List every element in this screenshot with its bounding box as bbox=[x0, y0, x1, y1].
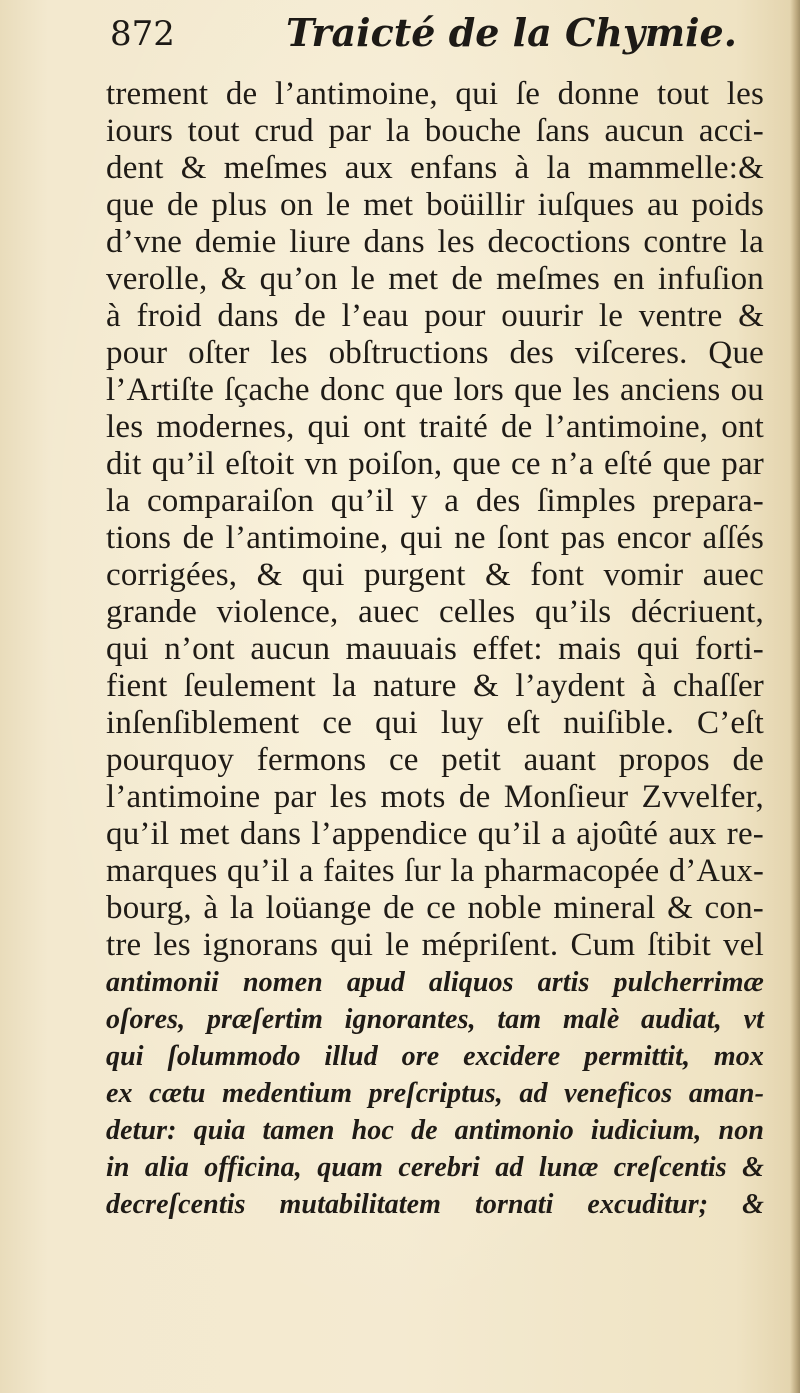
text-line: trement de l’antimoine, qui ſe donne tout les bbox=[106, 76, 764, 112]
latin-quotation-line: antimonii nomen apud aliquos artis pulcherrimæ bbox=[106, 967, 764, 998]
running-title: Traicté de la Chymie. bbox=[286, 10, 737, 55]
text-line: marques qu’il a faites ſur la pharmacopée d’Aux- bbox=[106, 853, 764, 889]
text-line: la comparaiſon qu’il y a des ſimples prepara- bbox=[106, 483, 764, 519]
latin-quotation-line: oſores, præſertim ignorantes, tam malè audiat, vt bbox=[106, 1004, 764, 1035]
text-line: qui n’ont aucun mauuais effet: mais qui forti- bbox=[106, 631, 764, 667]
page-edge-shadow bbox=[790, 0, 800, 1393]
latin-quotation-line: in alia officina, quam cerebri ad lunæ creſcentis & bbox=[106, 1152, 764, 1183]
text-line: dent & meſmes aux enfans à la mammelle:& bbox=[106, 150, 764, 186]
text-line: inſenſiblement ce qui luy eſt nuiſible. C’eſt bbox=[106, 705, 764, 741]
text-line: les modernes, qui ont traité de l’antimoine, ont bbox=[106, 409, 764, 445]
text-line: grande violence, auec celles qu’ils décriuent, bbox=[106, 594, 764, 630]
text-line: dit qu’il eſtoit vn poiſon, que ce n’a eſté que par bbox=[106, 446, 764, 482]
text-line: l’antimoine par les mots de Monſieur Zvvelfer, bbox=[106, 779, 764, 815]
text-line: d’vne demie liure dans les decoctions contre la bbox=[106, 224, 764, 260]
text-line: corrigées, & qui purgent & font vomir auec bbox=[106, 557, 764, 593]
latin-quotation-line: ex cætu medentium preſcriptus, ad veneficos aman- bbox=[106, 1078, 764, 1109]
text-line: bourg, à la loüange de ce noble mineral & con- bbox=[106, 890, 764, 926]
text-line: fient ſeulement la nature & l’aydent à chaſſer bbox=[106, 668, 764, 704]
text-line: l’Artiſte ſçache donc que lors que les anciens ou bbox=[106, 372, 764, 408]
text-line: verolle, & qu’on le met de meſmes en infuſion bbox=[106, 261, 764, 297]
text-line: pourquoy fermons ce petit auant propos de bbox=[106, 742, 764, 778]
text-line: qu’il met dans l’appendice qu’il a ajoûté aux re- bbox=[106, 816, 764, 852]
text-line: iours tout crud par la bouche ſans aucun acci- bbox=[106, 113, 764, 149]
page-number: 872 bbox=[110, 14, 175, 54]
latin-quotation-line: qui ſolummodo illud ore excidere permittit, mox bbox=[106, 1041, 764, 1072]
latin-quotation-line: detur: quia tamen hoc de antimonio iudicium, non bbox=[106, 1115, 764, 1146]
text-line: que de plus on le met boüillir iuſques au poids bbox=[106, 187, 764, 223]
text-line: à froid dans de l’eau pour ouurir le ventre & bbox=[106, 298, 764, 334]
body-text bbox=[106, 76, 764, 1223]
latin-quotation-line: decreſcentis mutabilitatem tornati excuditur; & bbox=[106, 1189, 764, 1220]
text-line: pour oſter les obſtructions des viſceres. Que bbox=[106, 335, 764, 371]
text-line: tions de l’antimoine, qui ne ſont pas encor aſſés bbox=[106, 520, 764, 556]
text-line: tre les ignorans qui le mépriſent. Cum ſtibit vel bbox=[106, 927, 764, 963]
